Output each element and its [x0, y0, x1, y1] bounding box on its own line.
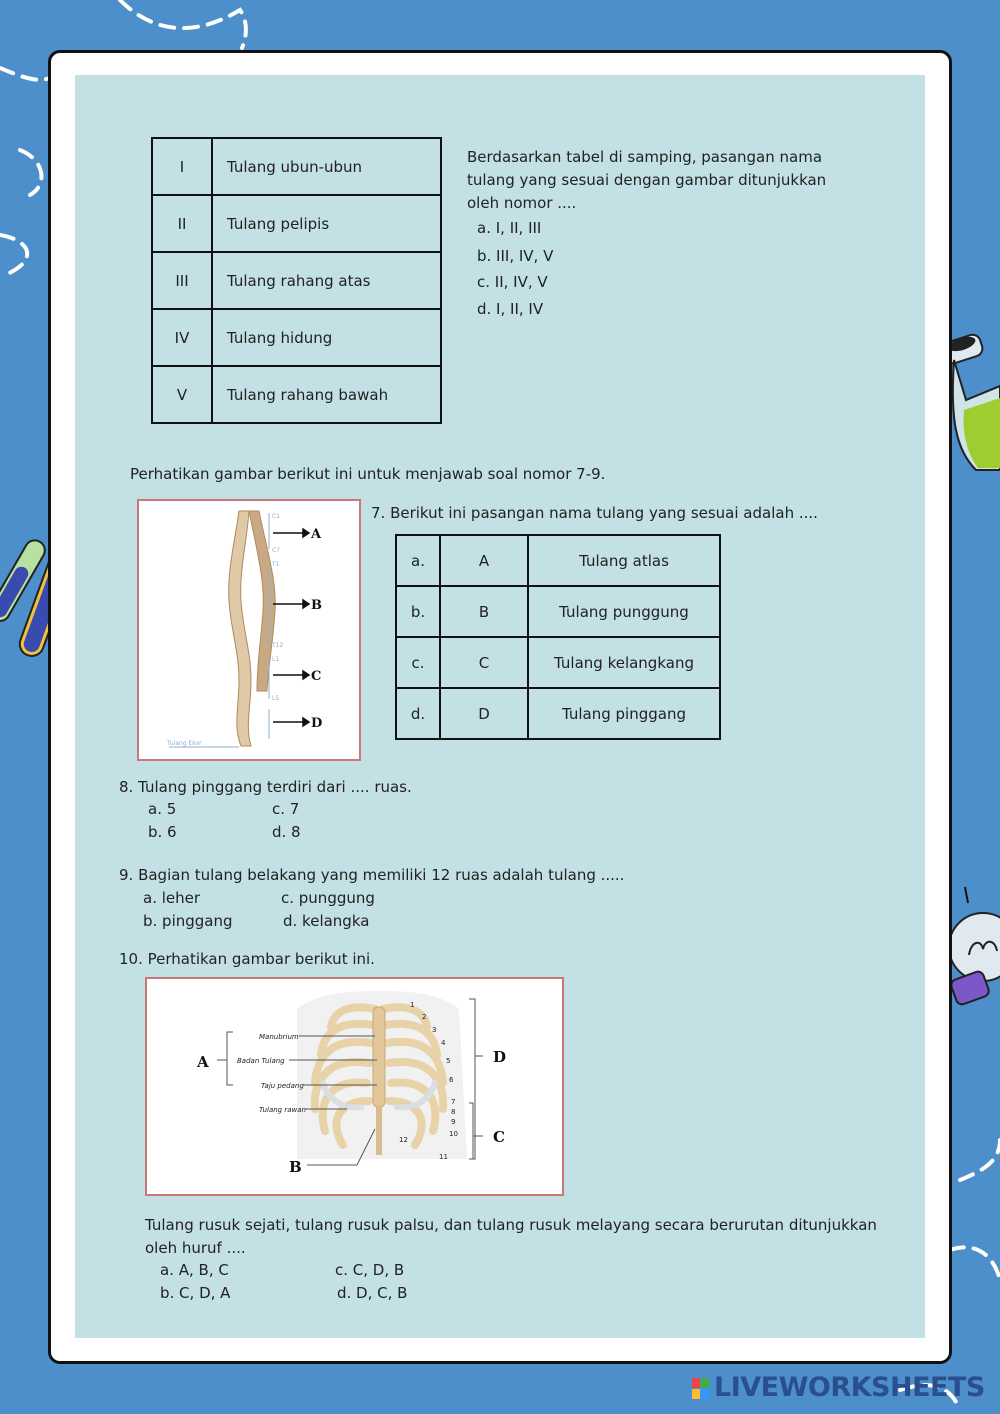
ribcage-illustration [147, 979, 562, 1194]
option-letter: b. [396, 586, 440, 637]
ribcage-letter-b: B [289, 1158, 302, 1176]
q9-option-a[interactable]: a. leher [143, 889, 201, 907]
table-row [152, 309, 441, 366]
table-row[interactable] [396, 535, 720, 586]
option-letter: c. [396, 637, 440, 688]
spine-illustration [139, 501, 355, 755]
rib-number: 8 [451, 1108, 456, 1116]
rib-number: 10 [449, 1130, 458, 1138]
rib-number: 4 [441, 1039, 446, 1047]
table-row[interactable] [396, 688, 720, 739]
rib-number: 6 [449, 1076, 454, 1084]
q10-option-a[interactable]: a. A, B, C [160, 1261, 229, 1279]
q6-question-line-1: Berdasarkan tabel di samping, pasangan nama [467, 148, 823, 166]
row-number: III [152, 252, 212, 309]
table-row [152, 366, 441, 423]
ribcage-letter-a: A [197, 1053, 209, 1071]
liveworksheets-logo-icon [692, 1378, 710, 1400]
q6-question-line-3: oleh nomor .... [467, 194, 577, 212]
q6-option-b[interactable]: b. III, IV, V [477, 247, 554, 265]
vertebra-label: L5 [272, 695, 280, 702]
vertebra-label: C1 [272, 513, 281, 520]
row-number: II [152, 195, 212, 252]
row-number: IV [152, 309, 212, 366]
option-letter: d. [396, 688, 440, 739]
rib-number: 5 [446, 1057, 451, 1065]
rib-number: 9 [451, 1118, 456, 1126]
row-number: I [152, 138, 212, 195]
q7-question: 7. Berikut ini pasangan nama tulang yang sesuai adalah .... [371, 504, 818, 522]
vertebra-label: C7 [272, 547, 281, 554]
rib-number: 1 [410, 1001, 415, 1009]
rib-number: 11 [439, 1153, 448, 1161]
rib-number: 7 [451, 1098, 456, 1106]
vertebra-label: T1 [272, 561, 280, 568]
bone-name: Tulang hidung [212, 309, 441, 366]
q6-option-a[interactable]: a. I, II, III [477, 219, 542, 237]
rib-number: 2 [422, 1013, 427, 1021]
ribcage-letter-c: C [493, 1128, 505, 1146]
q9-question: 9. Bagian tulang belakang yang memiliki 12 ruas adalah tulang ..... [119, 866, 625, 884]
q8-option-c[interactable]: c. 7 [272, 800, 300, 818]
rib-label-body: Badan Tulang [237, 1057, 285, 1065]
q6-option-c[interactable]: c. II, IV, V [477, 273, 548, 291]
q9-option-c[interactable]: c. punggung [281, 889, 375, 907]
option-letter: a. [396, 535, 440, 586]
rib-label-manubrium: Manubrium [259, 1033, 299, 1041]
q10-option-c[interactable]: c. C, D, B [335, 1261, 405, 1279]
skull-bones-table [151, 137, 442, 424]
figure-letter: D [440, 688, 528, 739]
rib-number: 3 [432, 1026, 437, 1034]
table-row [152, 195, 441, 252]
bone-name: Tulang rahang bawah [212, 366, 441, 423]
spine-letter-d: D [311, 716, 323, 731]
figure-letter: C [440, 637, 528, 688]
q10-question: 10. Perhatikan gambar berikut ini. [119, 950, 375, 968]
row-number: V [152, 366, 212, 423]
rib-number: 12 [399, 1136, 408, 1144]
q9-option-b[interactable]: b. pinggang [143, 912, 233, 930]
bone-name: Tulang pinggang [528, 688, 720, 739]
q9-option-d[interactable]: d. kelangka [283, 912, 370, 930]
liveworksheets-logo: LIVEWORKSHEETS [714, 1372, 985, 1403]
figure-letter: A [440, 535, 528, 586]
spine-letter-b: B [311, 598, 322, 613]
table-row [152, 252, 441, 309]
bone-name: Tulang atlas [528, 535, 720, 586]
q10-text-line-1: Tulang rusuk sejati, tulang rusuk palsu, dan tulang rusuk melayang secara berurutan ditunjukkan [145, 1216, 877, 1234]
vertebra-label: T12 [272, 642, 284, 649]
vertebra-label: L1 [272, 656, 280, 663]
q8-option-b[interactable]: b. 6 [148, 823, 177, 841]
rib-label-cartilage: Tulang rawan [259, 1106, 306, 1114]
q8-option-a[interactable]: a. 5 [148, 800, 177, 818]
bone-name: Tulang pelipis [212, 195, 441, 252]
bone-name: Tulang ubun-ubun [212, 138, 441, 195]
q8-option-d[interactable]: d. 8 [272, 823, 301, 841]
bone-name: Tulang rahang atas [212, 252, 441, 309]
spine-figure [137, 499, 361, 761]
q10-option-b[interactable]: b. C, D, A [160, 1284, 231, 1302]
ribcage-figure [145, 977, 564, 1196]
q7-options-table [395, 534, 721, 740]
tailbone-caption: Tulang Ekor [167, 740, 202, 747]
intro-7-9: Perhatikan gambar berikut ini untuk menjawab soal nomor 7-9. [130, 465, 606, 483]
q10-option-d[interactable]: d. D, C, B [337, 1284, 408, 1302]
table-row[interactable] [396, 637, 720, 688]
bone-name: Tulang punggung [528, 586, 720, 637]
figure-letter: B [440, 586, 528, 637]
q6-option-d[interactable]: d. I, II, IV [477, 300, 544, 318]
table-row[interactable] [396, 586, 720, 637]
spine-letter-c: C [311, 669, 322, 684]
q8-question: 8. Tulang pinggang terdiri dari .... ruas. [119, 778, 412, 796]
q6-question-line-2: tulang yang sesuai dengan gambar ditunjukkan [467, 171, 827, 189]
rib-label-xiphoid: Taju pedang [261, 1082, 304, 1090]
spine-letter-a: A [311, 527, 322, 542]
ribcage-letter-d: D [493, 1048, 507, 1066]
table-row [152, 138, 441, 195]
bone-name: Tulang kelangkang [528, 637, 720, 688]
q10-text-line-2: oleh huruf .... [145, 1239, 246, 1257]
